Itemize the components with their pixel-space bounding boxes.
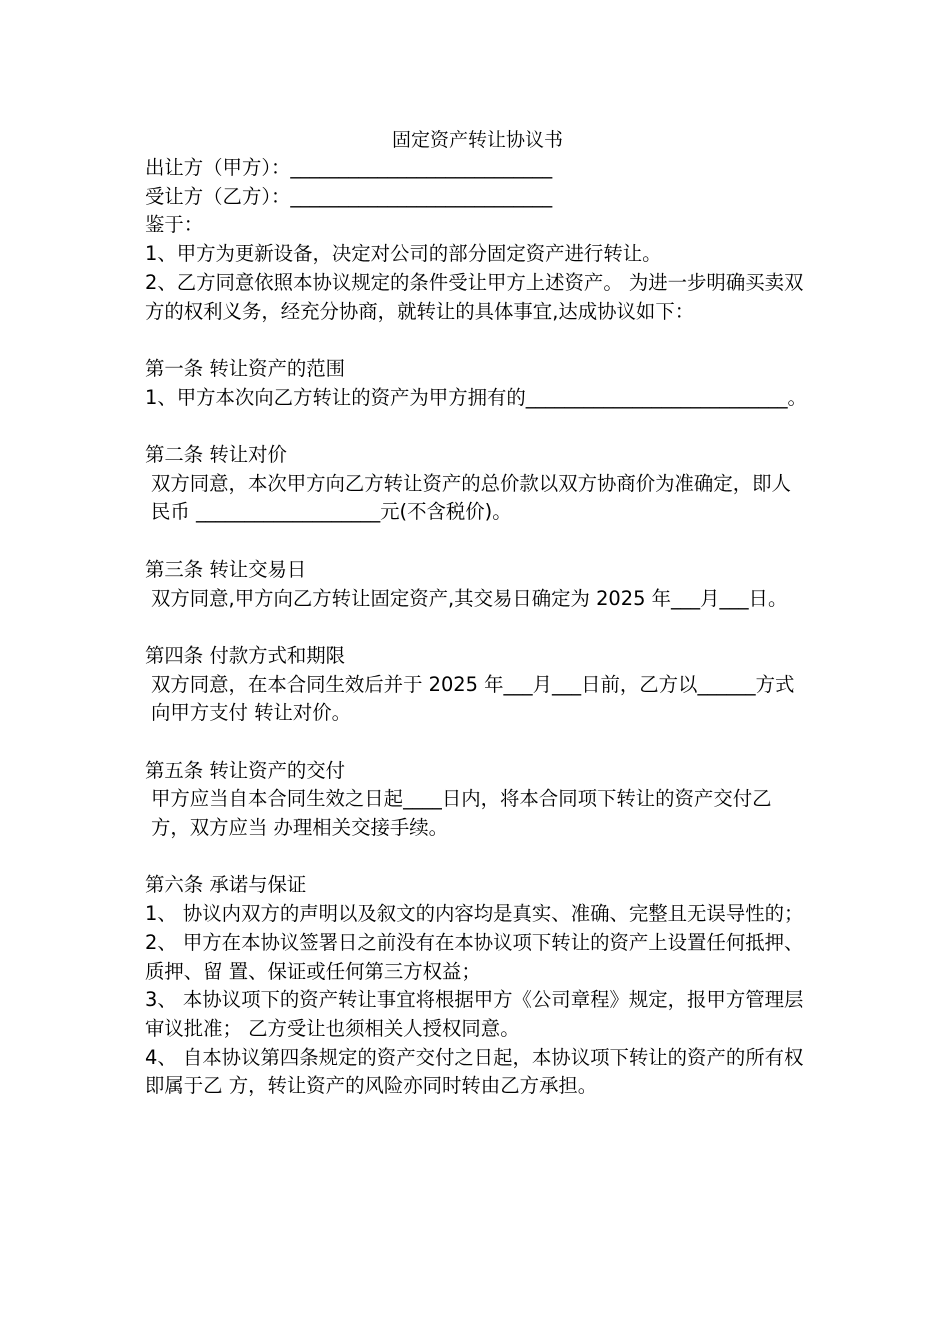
article-1-title: 第一条 转让资产的范围 — [145, 356, 346, 380]
article-3-title: 第三条 转让交易日 — [145, 557, 307, 581]
article-3-text: 双方同意,甲方向乙方转让固定资产,其交易日确定为 2025 年___月___日。 — [151, 586, 788, 610]
article-2-title: 第二条 转让对价 — [145, 443, 287, 466]
party-b-line: 受让方（乙方）：___________________________ — [145, 184, 553, 208]
document-title: 固定资产转让协议书 — [391, 129, 563, 151]
article-4-text: 双方同意，在本合同生效后并于 2025 年___月___日前，乙方以______方式向甲方支付 转让对价。 — [151, 672, 795, 725]
spacer — [145, 412, 810, 441]
article-5-text: 甲方应当自本合同生效之日起____日内，将本合同项下转让的资产交付乙方，双方应当 办理相关交接手续。 — [151, 787, 772, 840]
article-6-item-2: 2、 甲方在本协议签署日之前没有在本协议项下转让的资产上设置任何抵押、质押、留 置、保证或任何第三方权益； — [145, 930, 804, 983]
whereas-item-1: 1、甲方为更新设备，决定对公司的部分固定资产进行转让。 — [145, 242, 662, 266]
spacer — [145, 613, 810, 642]
spacer — [145, 527, 810, 556]
spacer — [145, 843, 810, 872]
article-6-item-4: 4、 自本协议第四条规定的资产交付之日起，本协议项下转让的资产的所有权即属于乙 方，转让资产的风险亦同时转由乙方承担。 — [145, 1045, 804, 1098]
spacer — [145, 728, 810, 757]
spacer — [145, 326, 810, 355]
article-6-title: 第六条 承诺与保证 — [145, 873, 307, 897]
article-6-item-1: 1、 协议内双方的声明以及叙文的内容均是真实、准确、完整且无误导性的； — [145, 902, 804, 926]
article-1-text: 1、甲方本次向乙方转让的资产为甲方拥有的___________________________。 — [145, 385, 807, 409]
party-a-line: 出让方（甲方）：___________________________ — [145, 156, 553, 179]
article-4-title: 第四条 付款方式和期限 — [145, 643, 346, 667]
article-6-item-3: 3、 本协议项下的资产转让事宜将根据甲方《公司章程》规定，报甲方管理层审议批准； 乙方受让也须相关人授权同意。 — [145, 988, 804, 1040]
whereas-heading: 鉴于： — [145, 213, 204, 237]
document-body — [145, 154, 810, 1101]
whereas-item-2: 2、乙方同意依照本协议规定的条件受让甲方上述资产。 为进一步明确买卖双方的权利义务，经充分协商，就转让的具体事宜,达成协议如下： — [145, 270, 804, 323]
article-2-text: 双方同意，本次甲方向乙方转让资产的总价款以双方协商价为准确定，即人民币 ___________________元(不含税价)。 — [151, 471, 791, 524]
article-5-title: 第五条 转让资产的交付 — [145, 758, 346, 782]
